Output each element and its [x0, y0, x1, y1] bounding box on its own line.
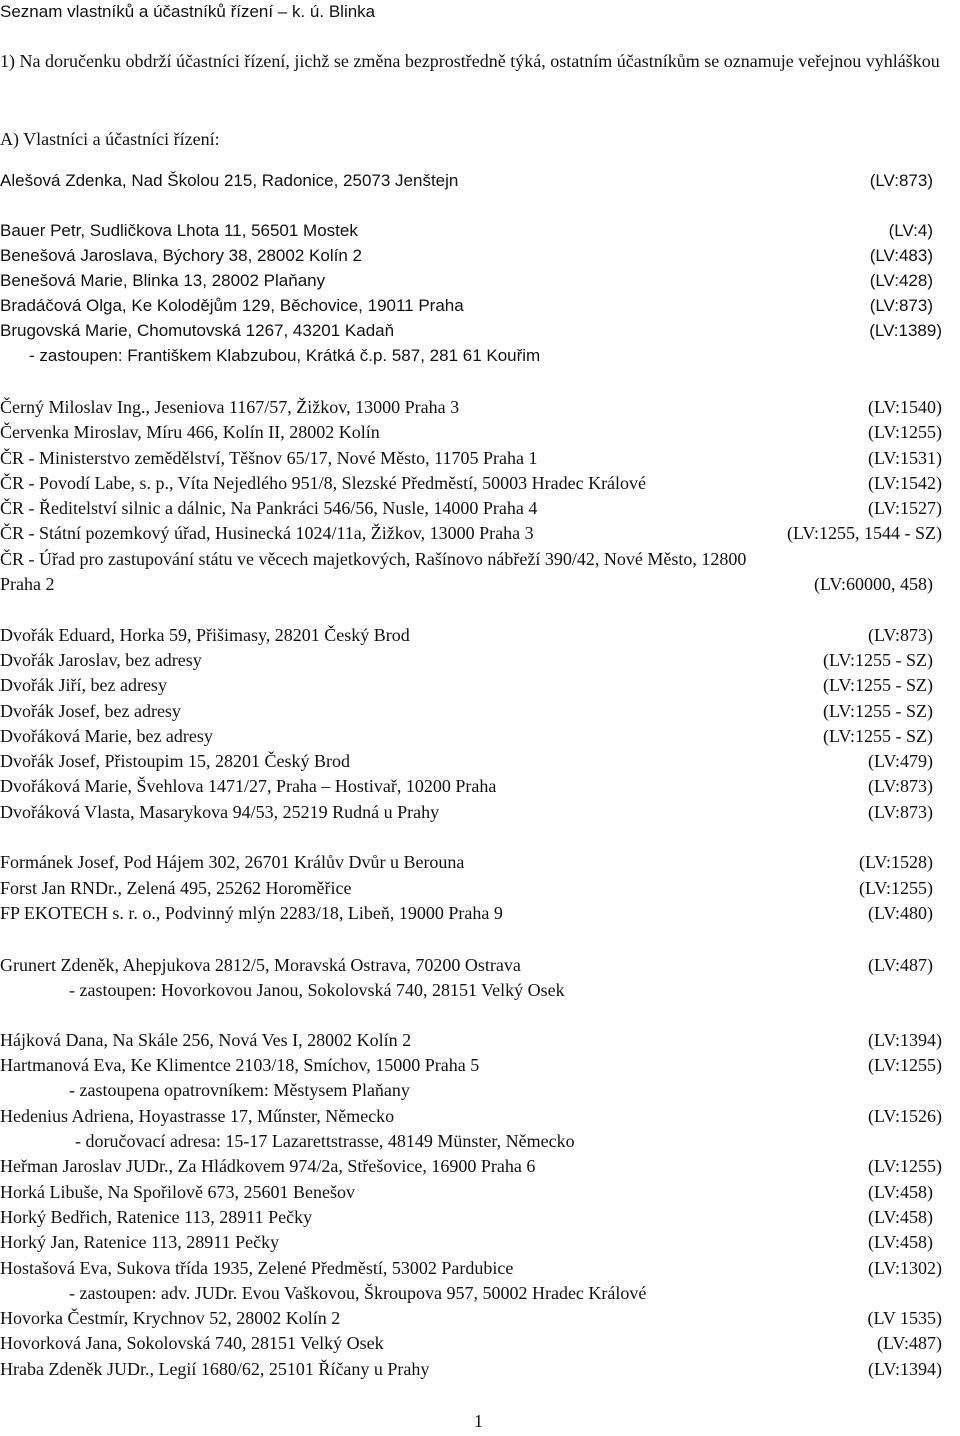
lv-number: (LV:1527): [868, 498, 942, 518]
lv-number: (LV:483): [869, 246, 933, 265]
owner-row: [0, 878, 960, 903]
owner-row: [0, 574, 960, 599]
lv-number: (LV:458): [868, 1207, 933, 1227]
lv-number: (LV:1394): [868, 1030, 942, 1050]
lv-number: (LV:458): [868, 1182, 933, 1202]
representation-note: - zastoupen: Františkem Klabzubou, Krátká č.p. 587, 281 61 Kouřim: [29, 346, 541, 365]
owner-row: [0, 650, 960, 675]
owner-row: [0, 1156, 960, 1181]
owner-name: Dvořák Josef, Přistoupim 15, 28201 Český Brod: [0, 751, 350, 771]
owner-name: Bauer Petr, Sudličkova Lhota 11, 56501 Mostek: [0, 221, 358, 240]
lv-number: (LV:458): [868, 1232, 933, 1252]
owner-name: ČR - Státní pozemkový úřad, Husinecká 1024/11a, Žižkov, 13000 Praha 3: [0, 523, 534, 543]
owner-row: [0, 271, 960, 296]
lv-number: (LV:873): [868, 802, 933, 822]
owner-name: Horká Libuše, Na Spořilově 673, 25601 Benešov: [0, 1182, 355, 1202]
lv-number: (LV 1535): [867, 1308, 942, 1328]
owner-row: [0, 1333, 960, 1358]
owner-name: Dvořáková Vlasta, Masarykova 94/53, 25219 Rudná u Prahy: [0, 802, 440, 822]
owner-row: [0, 1258, 960, 1283]
lv-number: (LV:1528): [859, 852, 933, 872]
lv-number: (LV:428): [869, 271, 933, 290]
lv-number: (LV:1542): [868, 473, 942, 493]
lv-number: (LV:1255, 1544 - SZ): [787, 523, 942, 543]
lv-number: (LV:1255 - SZ): [823, 650, 933, 670]
owner-row: [0, 171, 960, 196]
owner-name: Formánek Josef, Pod Hájem 302, 26701 Králův Dvůr u Berouna: [0, 852, 465, 872]
lv-number: (LV:479): [868, 751, 933, 771]
owner-row: [0, 751, 960, 776]
lv-number: (LV:487): [868, 955, 933, 975]
owner-name: Forst Jan RNDr., Zelená 495, 25262 Horoměřice: [0, 878, 352, 898]
owner-name: Dvořák Eduard, Horka 59, Přišimasy, 28201 Český Brod: [0, 625, 410, 645]
owner-name: Brugovská Marie, Chomutovská 1267, 43201 Kadaň: [0, 321, 395, 340]
representation-note: - zastoupen: adv. JUDr. Evou Vaškovou, Škroupova 957, 50002 Hradec Králové: [69, 1283, 647, 1303]
owner-name: Grunert Zdeněk, Ahepjukova 2812/5, Moravská Ostrava, 70200 Ostrava: [0, 955, 521, 975]
owner-name: Hostašová Eva, Sukova třída 1935, Zelené Předměstí, 53002 Pardubice: [0, 1258, 514, 1278]
owner-name: ČR - Úřad pro zastupování státu ve věcech majetkových, Rašínovo nábřeží 390/42, Nové Město, 12800: [0, 549, 747, 569]
owner-name: ČR - Povodí Labe, s. p., Víta Nejedlého 951/8, Slezské Předměstí, 50003 Hradec Králové: [0, 473, 647, 493]
owner-row: [0, 448, 960, 473]
lv-number: (LV:480): [868, 903, 933, 923]
lv-number: (LV:1389): [869, 321, 942, 340]
representation-note: - zastoupen: Hovorkovou Janou, Sokolovská 740, 28151 Velký Osek: [69, 980, 565, 1000]
lv-number: (LV:1526): [868, 1106, 942, 1126]
delivery-address-note: - doručovací adresa: 15-17 Lazarettstrasse, 48149 Münster, Německo: [75, 1131, 575, 1151]
lv-number: (LV:1540): [868, 397, 942, 417]
owner-name: Heřman Jaroslav JUDr., Za Hládkovem 974/2a, Střešovice, 16900 Praha 6: [0, 1156, 536, 1176]
lv-number: (LV:1255 - SZ): [823, 675, 933, 695]
owner-row: [0, 675, 960, 700]
owner-name: Horký Bedřich, Ratenice 113, 28911 Pečky: [0, 1207, 313, 1227]
owner-row: [0, 1207, 960, 1232]
owner-name: FP EKOTECH s. r. o., Podvinný mlýn 2283/18, Libeň, 19000 Praha 9: [0, 903, 503, 923]
owner-name: Dvořáková Marie, bez adresy: [0, 726, 213, 746]
owner-row: [0, 1308, 960, 1333]
lv-number: (LV:873): [868, 776, 933, 796]
owner-name: Dvořák Jaroslav, bez adresy: [0, 650, 202, 670]
owner-row: [0, 852, 960, 877]
owner-name: Horký Jan, Ratenice 113, 28911 Pečky: [0, 1232, 280, 1252]
owner-name: Benešová Jaroslava, Býchory 38, 28002 Kolín 2: [0, 246, 362, 265]
owner-name: Hovorková Jana, Sokolovská 740, 28151 Velký Osek: [0, 1333, 384, 1353]
owner-row: [0, 776, 960, 801]
owner-name: Hraba Zdeněk JUDr., Legií 1680/62, 25101 Říčany u Prahy: [0, 1359, 430, 1379]
lv-number: (LV:1255): [868, 1055, 942, 1075]
lv-number: (LV:1302): [868, 1258, 942, 1278]
lv-number: (LV:1255): [868, 1156, 942, 1176]
owner-name: Bradáčová Olga, Ke Kolodějům 129, Běchovice, 19011 Praha: [0, 296, 464, 315]
lv-number: (LV:1255): [868, 422, 942, 442]
owner-row: [0, 701, 960, 726]
owner-row: [0, 903, 960, 928]
owner-row: [0, 726, 960, 751]
owner-row: [0, 802, 960, 827]
lv-number: (LV:1394): [868, 1359, 942, 1379]
owner-name: Hájková Dana, Na Skále 256, Nová Ves I, 28002 Kolín 2: [0, 1030, 412, 1050]
owner-row: [0, 246, 960, 271]
owner-row: [0, 955, 960, 980]
lv-number: (LV:873): [868, 625, 933, 645]
owner-name-continued: Praha 2: [0, 574, 55, 594]
lv-number: (LV:487): [877, 1333, 942, 1353]
owner-row: [0, 321, 960, 346]
owner-name: ČR - Ministerstvo zemědělství, Těšnov 65/17, Nové Město, 11705 Praha 1: [0, 448, 538, 468]
owner-row: [0, 422, 960, 447]
owner-name: Hartmanová Eva, Ke Klimentce 2103/18, Smíchov, 15000 Praha 5: [0, 1055, 480, 1075]
owner-name: Alešová Zdenka, Nad Školou 215, Radonice, 25073 Jenštejn: [0, 171, 459, 190]
owner-name: Hedenius Adriena, Hoyastrasse 17, Műnster, Německo: [0, 1106, 395, 1126]
owner-row: [0, 498, 960, 523]
owner-name: Hovorka Čestmír, Krychnov 52, 28002 Kolín 2: [0, 1308, 341, 1328]
owner-row: [0, 296, 960, 321]
intro-paragraph: 1) Na doručenku obdrží účastníci řízení, jichž se změna bezprostředně týká, ostatním účastníkům se oznamuje veřejnou vyhláškou: [0, 51, 940, 71]
representation-note: - zastoupena opatrovníkem: Městysem Plaňany: [69, 1080, 410, 1100]
owner-name: ČR - Ředitelství silnic a dálnic, Na Pankráci 546/56, Nusle, 14000 Praha 4: [0, 498, 538, 518]
section-a-heading: A) Vlastníci a účastníci řízení:: [0, 129, 220, 149]
owner-name: Červenka Miroslav, Míru 466, Kolín II, 28002 Kolín: [0, 422, 380, 442]
lv-number: (LV:873): [869, 171, 933, 190]
owner-name: Černý Miloslav Ing., Jeseniova 1167/57, Žižkov, 13000 Praha 3: [0, 397, 460, 417]
owner-name: Benešová Marie, Blinka 13, 28002 Plaňany: [0, 271, 326, 290]
document-title: Seznam vlastníků a účastníků řízení – k. ú. Blinka: [0, 2, 376, 21]
owner-row: [0, 397, 960, 422]
owner-row: [0, 1359, 960, 1384]
owner-row: [0, 221, 960, 246]
owner-row: [0, 473, 960, 498]
page-number: 1: [474, 1411, 483, 1431]
owner-name: Dvořák Jiří, bez adresy: [0, 675, 167, 695]
lv-number: (LV:60000, 458): [814, 574, 933, 594]
lv-number: (LV:1255): [859, 878, 933, 898]
lv-number: (LV:873): [869, 296, 933, 315]
lv-number: (LV:1255 - SZ): [823, 701, 933, 721]
owner-row: [0, 1106, 960, 1131]
lv-number: (LV:1255 - SZ): [823, 726, 933, 746]
owner-row: [0, 1232, 960, 1257]
owner-name: Dvořák Josef, bez adresy: [0, 701, 181, 721]
owner-name: Dvořáková Marie, Švehlova 1471/27, Praha – Hostivař, 10200 Praha: [0, 776, 497, 796]
lv-number: (LV:4): [888, 221, 933, 240]
owner-row: [0, 625, 960, 650]
owner-row: [0, 1030, 960, 1055]
owner-row: [0, 1055, 960, 1080]
lv-number: (LV:1531): [868, 448, 942, 468]
owner-row: [0, 1182, 960, 1207]
owner-row: [0, 523, 960, 548]
